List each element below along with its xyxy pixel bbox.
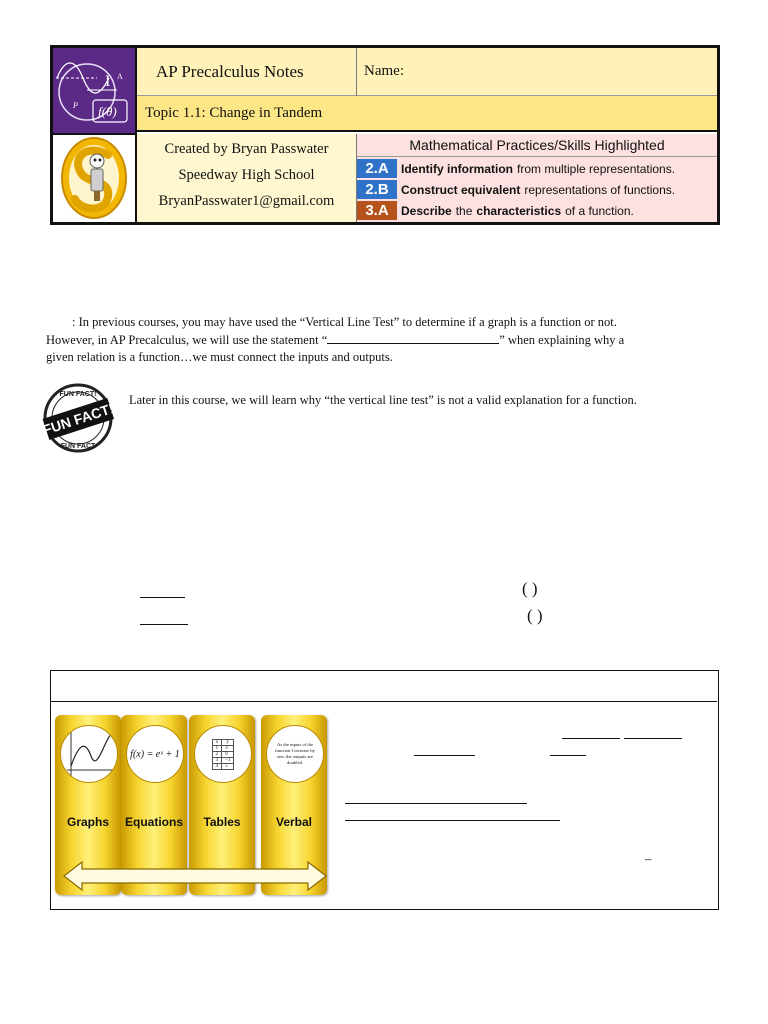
logo [53, 48, 137, 135]
mini-table-cell: 5 [222, 763, 234, 769]
table-icon [194, 725, 252, 783]
equation-text: f(x) = eˣ + 1 [130, 748, 180, 760]
mini-table-cell: x [212, 739, 222, 745]
creator-info [137, 134, 357, 222]
mini-table-cell: 3 [222, 745, 234, 751]
skill-3a [357, 200, 717, 221]
skill-bold-text-2: characteristics [476, 203, 562, 218]
svg-text:P: P [73, 101, 78, 110]
blank-line [624, 738, 682, 739]
mini-table-cell: 3 [212, 757, 222, 763]
card-label: Tables [203, 815, 241, 829]
fun-fact-icon [38, 382, 118, 454]
sparkplug-mascot-icon [53, 135, 135, 220]
svg-text:FUN FACT!: FUN FACT! [59, 391, 97, 398]
mini-table-cell: 9 [222, 751, 234, 757]
parenthesis-blank: ( ) [522, 579, 538, 598]
card-label: Verbal [275, 815, 313, 829]
card-label: Graphs [66, 815, 109, 829]
creator-school: Speedway High School [178, 167, 315, 183]
mini-table-cell: −1 [222, 757, 234, 763]
text-icon [266, 725, 324, 783]
page-title: AP Precalculus Notes [137, 48, 357, 96]
skill-text: the [455, 203, 473, 218]
skill-2b [357, 179, 717, 200]
mini-table-row [212, 763, 234, 769]
skill-bold-text: Identify information [401, 161, 513, 176]
skill-bold-text: Construct equivalent [401, 182, 521, 197]
graph-icon [60, 725, 118, 783]
skill-text: of a function. [565, 203, 634, 218]
double-arrow-icon [60, 858, 330, 894]
mascot-logo [53, 135, 137, 222]
skill-code-badge: 2.B [357, 180, 397, 199]
mini-table-cell: y [222, 739, 234, 745]
skill-code-badge: 2.A [357, 159, 397, 178]
card-label: Equations [124, 815, 183, 829]
representations-box-header [51, 671, 717, 702]
creator-name: Created by Bryan Passwater [164, 141, 329, 157]
blank-line [140, 624, 188, 625]
fun-fact-text: Later in this course, we will learn why “the vertical line test” is not a valid explanation for a function. [129, 393, 637, 407]
blank-line [414, 755, 475, 756]
skill-text: from multiple representations. [517, 161, 676, 176]
paragraph-text: ” when explaining why a [499, 333, 625, 347]
skill-code-badge: 3.A [357, 201, 397, 220]
fun-fact-badge [38, 382, 118, 454]
fill-in-blank[interactable] [327, 331, 499, 344]
blank-line [345, 803, 527, 804]
practices-panel [357, 134, 717, 222]
blank-line [140, 597, 185, 598]
mini-table-cell: 4 [212, 763, 222, 769]
paragraph-line: given relation is a function…we must connect the inputs and outputs. [46, 350, 393, 364]
name-field-label: Name: [357, 48, 717, 96]
blank-line [562, 738, 620, 739]
precalc-logo-icon [53, 48, 135, 133]
svg-text:FUN FACT: FUN FACT [60, 443, 96, 450]
vertical-line-test-paragraph [46, 314, 726, 366]
paragraph-line [46, 331, 726, 349]
dash-mark: – [645, 851, 652, 866]
practices-title: Mathematical Practices/Skills Highlighted [357, 134, 717, 157]
paragraph-text: However, in AP Precalculus, we will use the statement “ [46, 333, 328, 347]
topic-title: Topic 1.1: Change in Tandem [137, 96, 717, 132]
equation-icon [126, 725, 184, 783]
blank-line [345, 820, 560, 821]
skill-text: representations of functions. [524, 182, 676, 197]
mini-table [212, 739, 235, 770]
parenthesis-blank: ( ) [527, 606, 543, 625]
paragraph-line: : In previous courses, you may have used the “Vertical Line Test” to determine if a graph is a function or not. [72, 315, 617, 329]
skill-bold-text: Describe [401, 203, 452, 218]
skill-2a [357, 158, 717, 179]
mini-table-cell: 2 [212, 751, 222, 757]
svg-text:A: A [117, 72, 123, 81]
svg-text:f(θ): f(θ) [98, 104, 117, 119]
svg-text:I: I [105, 73, 111, 90]
blank-line [550, 755, 586, 756]
creator-email: BryanPasswater1@gmail.com [158, 193, 335, 209]
verbal-text: As the inputs of the function f increase by one, the outputs are doubled. [275, 742, 315, 765]
mini-table-cell: 1 [212, 745, 222, 751]
header-table [50, 45, 720, 225]
svg-text:FUN FACT!: FUN FACT! [40, 399, 116, 438]
